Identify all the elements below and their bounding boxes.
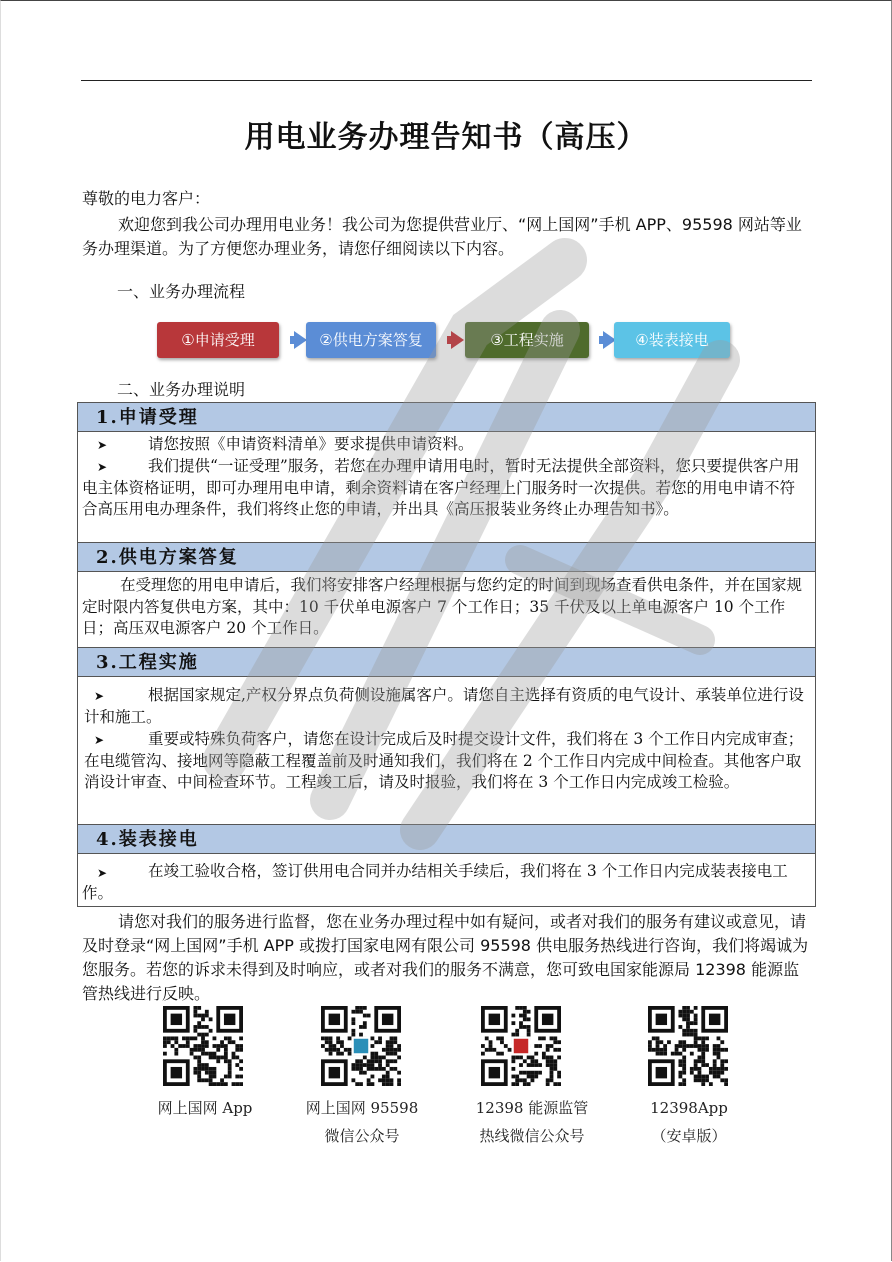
bullet-arrow-icon: ➤ — [94, 689, 105, 703]
step-4-item-1: 在竣工验收合格，签订供用电合同并办结相关手续后，我们将在 3 个工作日内完成装表接电工作。 — [82, 862, 788, 902]
flow-step-1: ①申请受理 — [157, 322, 279, 358]
qr-caption-line: 网上国网 95598 — [305, 1099, 419, 1117]
qr-caption-line: （安卓版） — [651, 1127, 727, 1145]
section-heading-process: 一、业务办理流程 — [117, 282, 246, 301]
step-4-header: 4.装表接电 — [77, 824, 816, 854]
qr-caption-line: 12398App — [650, 1099, 728, 1117]
document-title: 用电业务办理告知书（高压） — [244, 120, 648, 155]
flow-step-2: ②供电方案答复 — [306, 322, 436, 358]
step-2-text: 在受理您的用电申请后，我们将安排客户经理根据与您约定的时间到现场查看供电条件，并在国家规定时限内答复供电方案，其中：10 千伏单电源客户 7 个工作日；35 千伏及以上单电源客户 10 个工作日；高压双电源客户 20 个工作日。 — [82, 576, 803, 637]
qr-code-icon — [321, 1006, 401, 1086]
qr-code-icon — [163, 1006, 243, 1086]
qr-caption-line: 网上国网 App — [157, 1099, 253, 1117]
bullet-arrow-icon: ➤ — [94, 733, 105, 747]
step-1-item-2: 我们提供“一证受理”服务，若您在办理申请用电时，暂时无法提供全部资料，您只要提供客户用电主体资格证明，即可办理用电申请，剩余资料请在客户经理上门服务时一次提供。若您的用电申请不符合高压用电办理条件，我们将终止您的申请，并出具《高压报装业务终止办理告知书》。 — [82, 457, 800, 518]
qr-caption-line: 12398 能源监管 — [475, 1099, 589, 1117]
step-1-header: 1.申请受理 — [77, 402, 816, 432]
qr-code-icon — [648, 1006, 728, 1086]
bullet-arrow-icon: ➤ — [97, 866, 108, 880]
qr-caption-2 — [277, 1094, 447, 1150]
step-3-item-2: 重要或特殊负荷客户，请您在设计完成后及时提交设计文件，我们将在 3 个工作日内完成审查；在电缆管沟、接地网等隐蔽工程覆盖前及时通知我们，我们将在 2 个工作日内完成中间检查。其他客户取消设计审查、中间检查环节。工程竣工后，请及时报验，我们将在 3 个工作日内完成竣工检验。 — [84, 730, 804, 791]
step-3-header: 3.工程实施 — [77, 647, 816, 677]
qr-caption-3 — [447, 1094, 617, 1150]
qr-code-icon — [481, 1006, 561, 1086]
arrow-right-icon — [451, 331, 464, 349]
qr-caption-4 — [604, 1094, 774, 1150]
greeting: 尊敬的电力客户： — [82, 189, 211, 208]
flow-step-4: ④装表接电 — [614, 322, 730, 358]
bullet-arrow-icon: ➤ — [97, 460, 108, 474]
step-1-item-1: 请您按照《申请资料清单》要求提供申请资料。 — [148, 435, 474, 453]
section-heading-explanation: 二、业务办理说明 — [117, 380, 246, 399]
header-rule — [81, 80, 812, 81]
qr-caption-line: 热线微信公众号 — [479, 1127, 585, 1145]
qr-caption-1 — [120, 1094, 290, 1122]
step-3-item-1: 根据国家规定,产权分界点负荷侧设施属客户。请您自主选择有资质的电气设计、承装单位进行设计和施工。 — [84, 686, 804, 726]
closing-paragraph: 请您对我们的服务进行监督，您在业务办理过程中如有疑问，或者对我们的服务有建议或意见，请及时登录“网上国网”手机 APP 或拨打国家电网有限公司 95598 供电服务热线进行咨询，我们将竭诚为您服务。若您的诉求未得到及时响应，或者对我们的服务不满意，您可致电国家能源局 12398 能源监管热线进行反映。 — [82, 912, 809, 1003]
flow-step-3: ③工程实施 — [465, 322, 589, 358]
step-2-header: 2.供电方案答复 — [77, 542, 816, 572]
intro-paragraph: 欢迎您到我公司办理用电业务！我公司为您提供营业厅、“网上国网”手机 APP、95598 网站等业务办理渠道。为了方便您办理业务，请您仔细阅读以下内容。 — [82, 215, 802, 258]
bullet-arrow-icon: ➤ — [97, 438, 108, 452]
qr-caption-line: 微信公众号 — [324, 1127, 400, 1145]
